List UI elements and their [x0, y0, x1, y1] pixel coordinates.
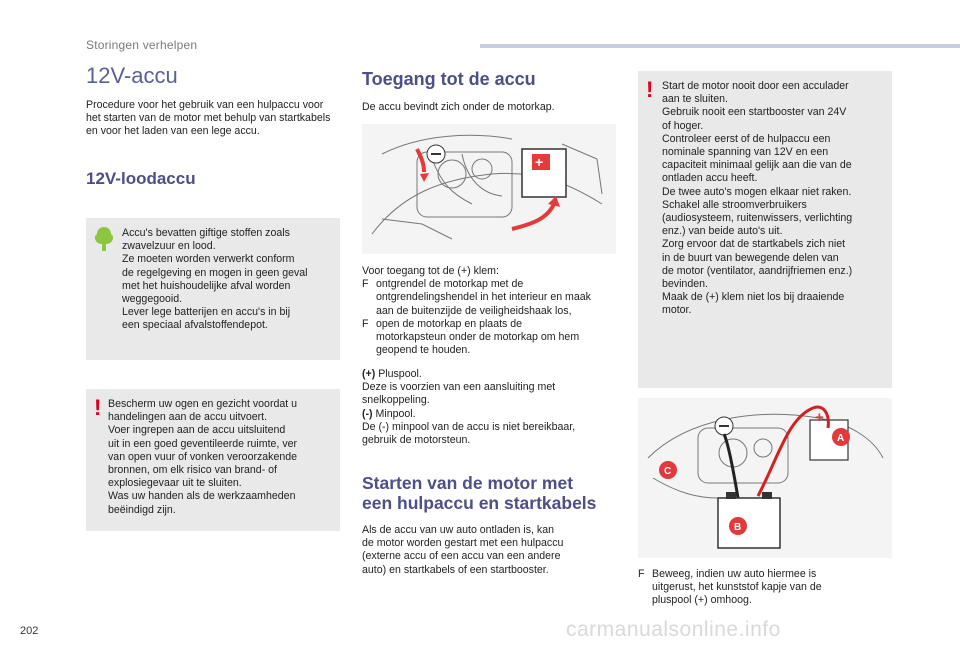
eco-line: weggegooid.: [122, 293, 183, 306]
warning-line: in de buurt van bewegende delen van: [662, 251, 839, 264]
minus-label: (-): [362, 407, 373, 420]
warning-line: nominale spanning van 12V en een: [662, 146, 829, 159]
subtitle-loodaccu: 12V-loodaccu: [86, 169, 196, 188]
warning-line: De twee auto's mogen elkaar niet raken.: [662, 185, 852, 198]
warning-line: Start de motor nooit door een acculader: [662, 80, 849, 92]
intro-text: Procedure voor het gebruik van een hulpaccu voor het starten van de motor met behulp van startkabels en voor het laden van een lege accu.: [86, 99, 331, 138]
warning-box-right: [638, 71, 892, 388]
warning-line: bronnen, om elk risico van brand- of: [108, 464, 277, 477]
bullet-item: [362, 278, 618, 318]
bullet-item: [638, 568, 892, 608]
warning-line: handelingen aan de accu uitvoert.: [108, 411, 268, 424]
bullet-glyph: F: [638, 568, 645, 580]
warning-line: aan te sluiten.: [662, 93, 728, 106]
minus-desc-line: De (-) minpool van de accu is niet bereikbaar,: [362, 420, 576, 433]
warning-text-right: [662, 80, 890, 318]
svg-text:+: +: [815, 409, 824, 426]
access-label: Voor toegang tot de (+) klem:: [362, 265, 499, 277]
bullet-line: Beweeg, indien uw auto hiermee is: [652, 568, 817, 580]
warning-line: ontladen accu heeft.: [662, 172, 758, 185]
warning-line: Gebruik nooit een startbooster van 24V: [662, 106, 847, 119]
warning-line: Was uw handen als de werkzaamheden: [108, 490, 296, 503]
eco-line: Lever lege batterijen en accu's in bij: [122, 306, 291, 319]
access-intro: De accu bevindt zich onder de motorkap.: [362, 101, 555, 113]
start-line: Als de accu van uw auto ontladen is, kan: [362, 524, 554, 536]
warning-line: (audiosysteem, ruitenwissers, verlichting: [662, 212, 853, 225]
bullet-item: [362, 318, 618, 358]
start-line: auto) en startkabels of een startbooster.: [362, 563, 549, 576]
warning-icon: !: [94, 395, 102, 420]
right-bullet: [638, 568, 892, 608]
warning-line: Bescherm uw ogen en gezicht voordat u: [108, 398, 298, 410]
bullet-line: open de motorkap en plaats de: [376, 317, 523, 330]
plus-name: Pluspool.: [378, 368, 422, 380]
warning-line: of hoger.: [662, 119, 704, 132]
engine-bay-illustration: [362, 124, 616, 254]
section-header: Storingen verhelpen: [86, 38, 198, 52]
warning-line: de motor (ventilator, aandrijfriemen enz.): [662, 264, 853, 277]
minus-desc-line: gebruik de motorsteun.: [362, 434, 471, 447]
header-bar: [480, 44, 960, 48]
eco-line: Accu's bevatten giftige stoffen zoals: [122, 227, 290, 239]
engine-bay-figure: [362, 124, 616, 254]
bullet-line: ontgrendelingshendel in het interieur en maak: [376, 291, 591, 304]
eco-line: de regelgeving en mogen in geen geval: [122, 266, 308, 279]
eco-note-text: [122, 227, 338, 333]
label-a: A: [837, 433, 845, 444]
plus-terminal-line: [362, 368, 618, 381]
warning-line: capaciteit minimaal gelijk aan die van de: [662, 159, 852, 172]
bullet-glyph: F: [362, 317, 369, 330]
warning-line: Controleer eerst of de hulpaccu een: [662, 132, 831, 145]
warning-box-left: [86, 389, 340, 531]
warning-line: Zorg ervoor dat de startkabels zich niet: [662, 238, 846, 251]
eco-line: Ze moeten worden verwerkt conform: [122, 253, 295, 266]
bullet-line: geopend te houden.: [376, 344, 471, 357]
warning-line: beëindigd zijn.: [108, 503, 176, 516]
title-line: een hulpaccu en startkabels: [362, 493, 597, 513]
minus-terminal-line: [362, 408, 618, 421]
bullet-line: aan de buitenzijde de veiligheidshaak los,: [376, 304, 572, 317]
warning-line: Maak de (+) klem niet los bij draaiende: [662, 291, 845, 304]
plus-desc-line: Deze is voorzien van een aansluiting met: [362, 381, 556, 394]
warning-line: Voer ingrepen aan de accu uitsluitend: [108, 424, 286, 437]
warning-icon: !: [646, 77, 654, 102]
tree-icon: [94, 226, 114, 252]
terminal-descriptions: [362, 368, 618, 447]
warning-line: van open vuur of vonken veroorzakende: [108, 450, 298, 463]
warning-line: uit in een goed geventileerde ruimte, ver: [108, 437, 298, 450]
label-b: B: [734, 522, 742, 533]
bullet-text: [652, 568, 822, 608]
title-line: Starten van de motor met: [362, 473, 574, 493]
jumpstart-figure: [638, 398, 892, 558]
access-steps: [362, 265, 618, 357]
bullet-line: uitgerust, het kunststof kapje van de: [652, 581, 822, 594]
warning-line: explosiegevaar uit te sluiten.: [108, 477, 242, 490]
eco-line: een speciaal afvalstoffendepot.: [122, 319, 268, 332]
arrow-plus: [512, 204, 554, 229]
watermark: carmanualsonline.info: [566, 618, 781, 641]
page-title: 12V-accu: [86, 63, 178, 88]
minus-name: Minpool.: [375, 407, 416, 420]
section-title-start: [362, 473, 596, 513]
bullet-line: ontgrendel de motorkap met de: [376, 278, 524, 291]
warning-line: bevinden.: [662, 278, 708, 291]
eco-line: met het huishoudelijke afval worden: [122, 279, 291, 292]
page-number: 202: [20, 625, 39, 637]
start-line: (externe accu of een accu van een andere: [362, 550, 561, 563]
bullet-text: [376, 278, 591, 318]
jumpstart-illustration: [638, 398, 892, 558]
start-line: de motor worden gestart met een hulpaccu: [362, 537, 564, 550]
eco-line: zwavelzuur en lood.: [122, 240, 216, 253]
bullet-line: motorkapsteun onder de motorkap om hem: [376, 331, 580, 344]
warning-line: motor.: [662, 304, 692, 317]
warning-line: Schakel alle stroomverbruikers: [662, 198, 807, 211]
plus-desc-line: snelkoppeling.: [362, 394, 430, 407]
warning-text-left: [108, 398, 338, 517]
bullet-line: pluspool (+) omhoog.: [652, 594, 752, 607]
svg-text:+: +: [535, 154, 544, 170]
black-cable: [724, 434, 738, 498]
start-text: [362, 524, 618, 577]
booster-battery: [718, 498, 780, 548]
section-title-access: Toegang tot de accu: [362, 69, 536, 89]
warning-line: enz.) van beide auto's uit.: [662, 225, 783, 238]
eco-note-box: [86, 218, 340, 360]
label-c: C: [664, 466, 672, 477]
bullet-text: [376, 318, 579, 358]
plus-label: (+): [362, 368, 376, 380]
bullet-glyph: F: [362, 278, 369, 291]
